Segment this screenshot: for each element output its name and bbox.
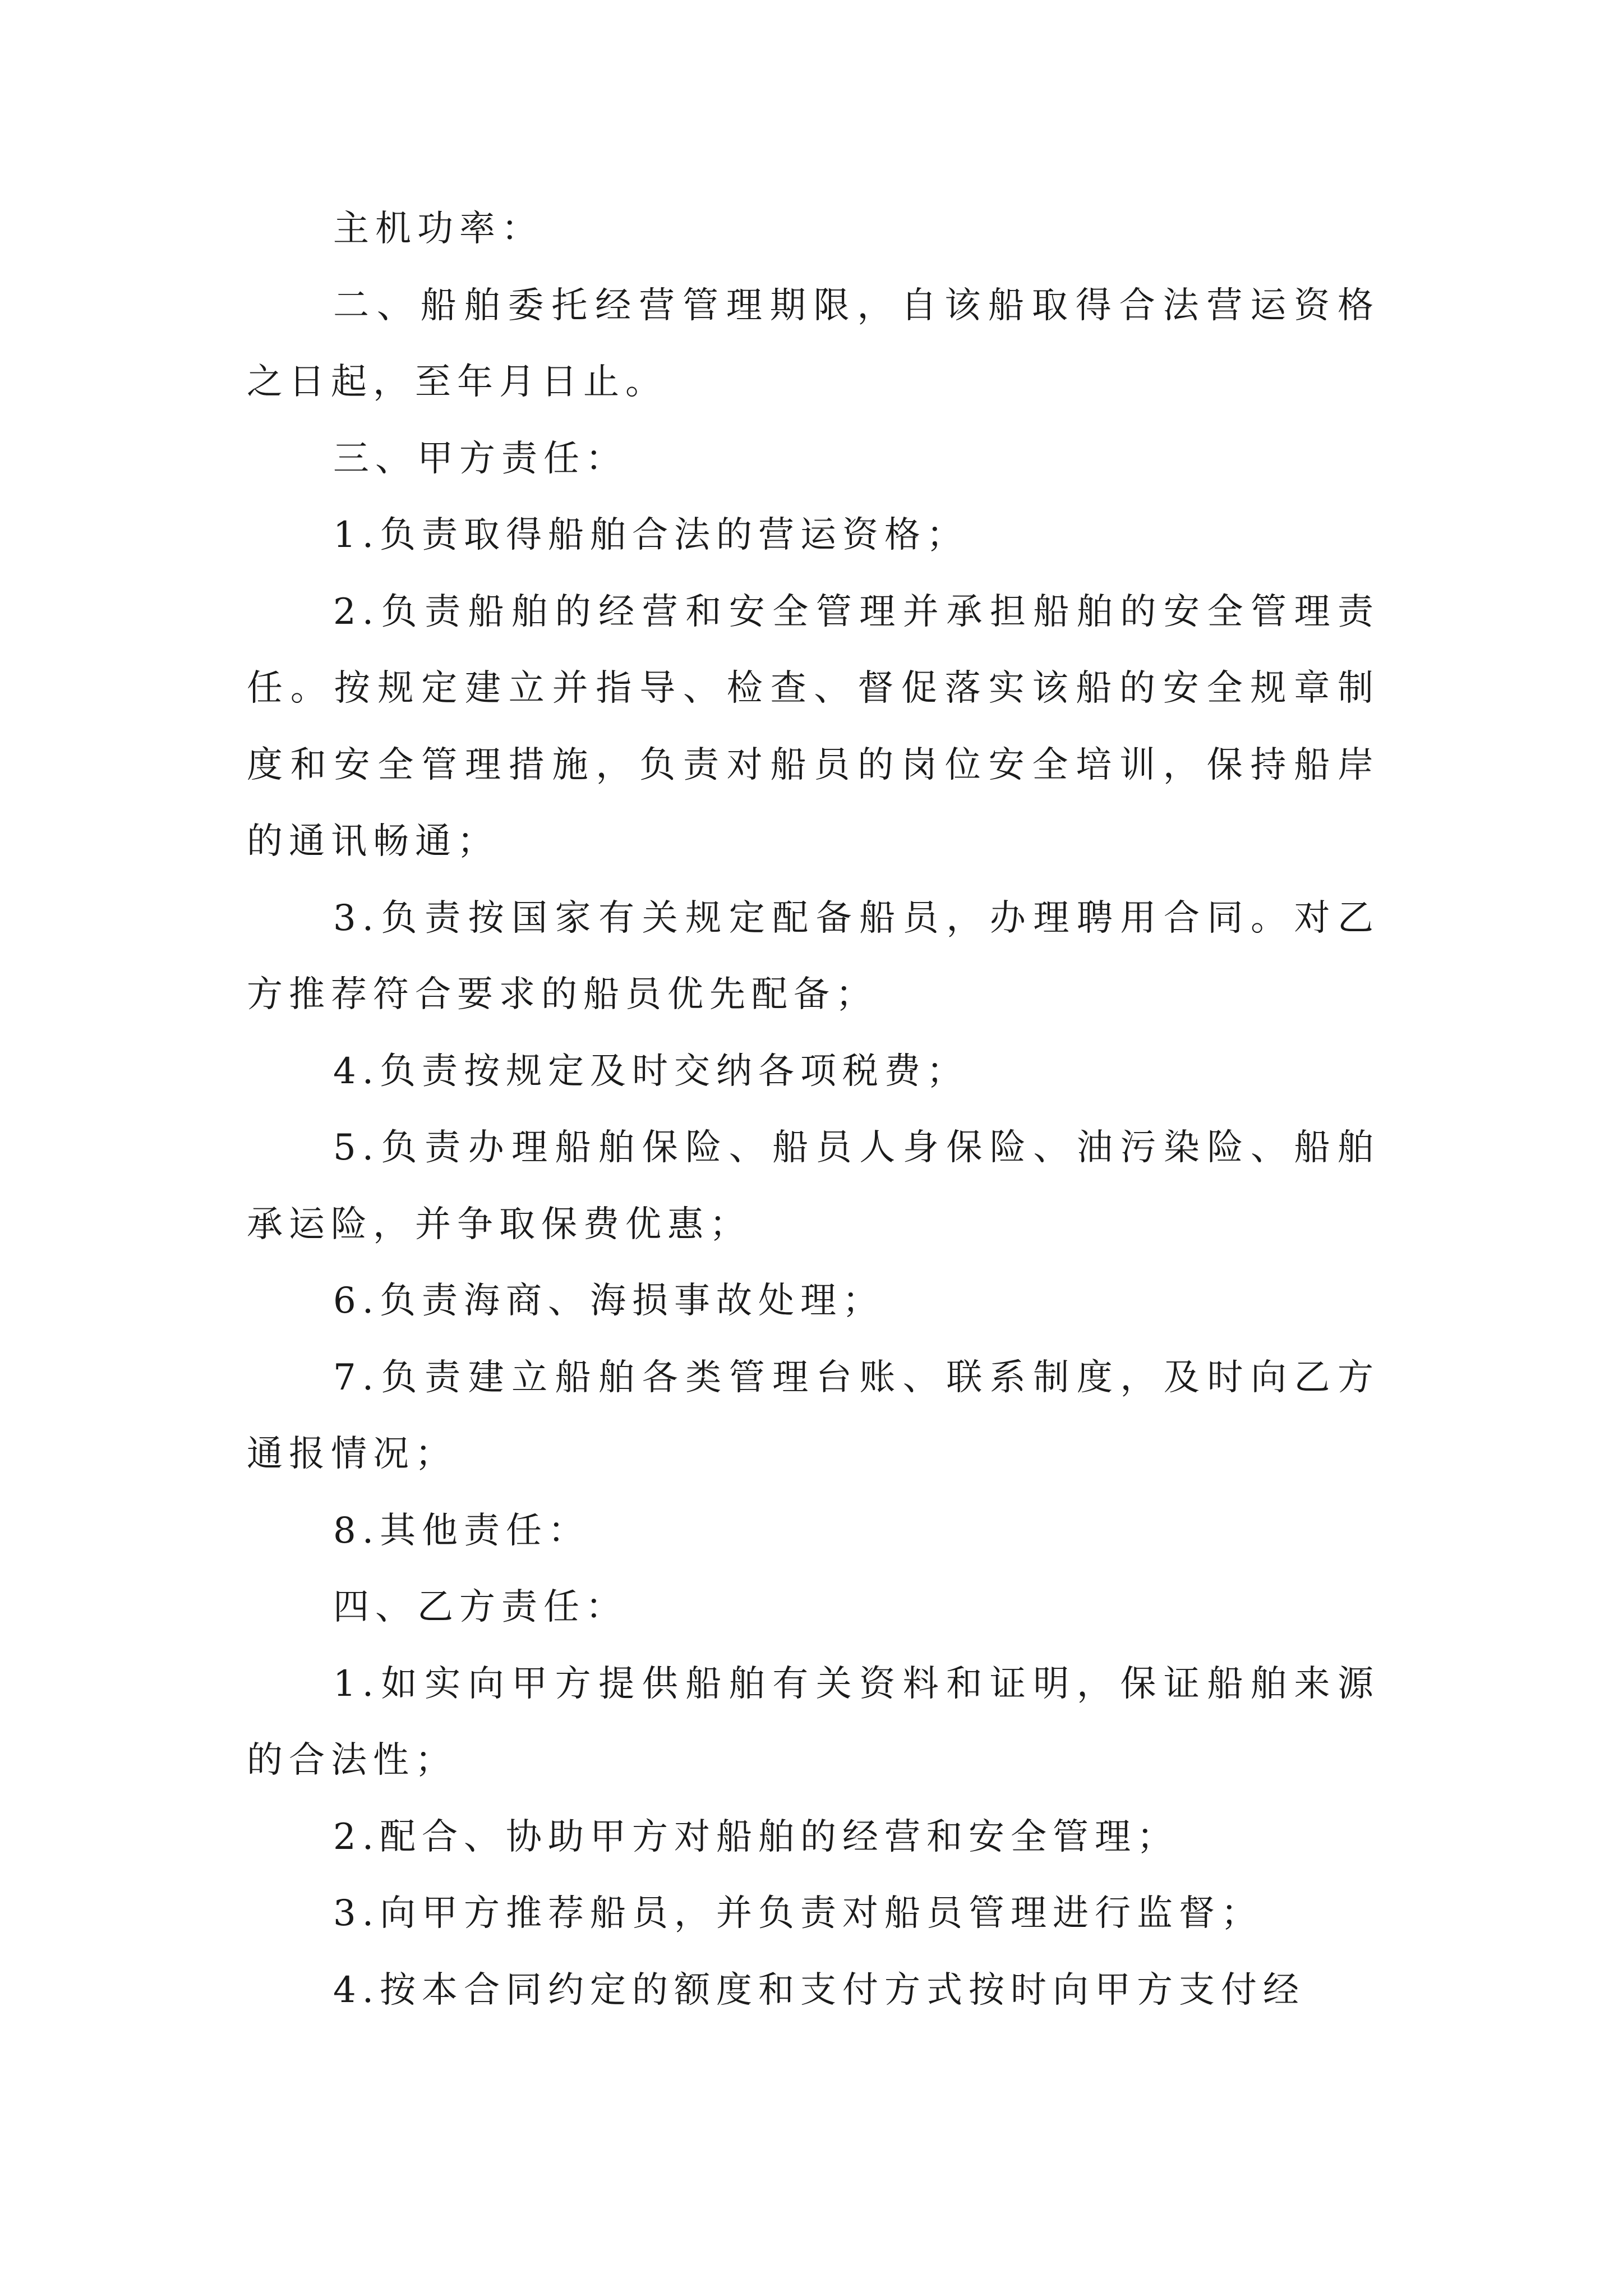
- paragraph-party-b-item-4: 4.按本合同约定的额度和支付方式按时向甲方支付经: [333, 1969, 1306, 2011]
- document-body: [247, 191, 1380, 2028]
- paragraph-party-b-item-3: 3.向甲方推荐船员，并负责对船员管理进行监督；: [333, 1893, 1264, 1934]
- paragraph-section-3-heading: 三、甲方责任：: [333, 438, 628, 480]
- paragraph-party-b-item-2: 2.配合、协助甲方对船舶的经营和安全管理；: [333, 1816, 1179, 1858]
- paragraph-party-a-item-7: 7.负责建立船舶各类管理台账、联系制度，及时向乙方通报情况；: [247, 1356, 1380, 1475]
- paragraph-party-a-item-2: 2.负责船舶的经营和安全管理并承担船舶的安全管理责任。按规定建立并指导、检查、督促落实该船的安全规章制度和安全管理措施，负责对船员的岗位安全培训，保持船岸的通讯畅通；: [247, 591, 1380, 862]
- paragraph-engine-power: 主机功率：: [333, 208, 543, 250]
- paragraph-section-2-term: 二、船舶委托经营管理期限，自该船取得合法营运资格之日起，至年月日止。: [247, 284, 1380, 403]
- paragraph-party-a-item-4: 4.负责按规定及时交纳各项税费；: [333, 1050, 969, 1092]
- paragraph-party-a-item-6: 6.负责海商、海损事故处理；: [333, 1280, 885, 1322]
- paragraph-section-4-heading: 四、乙方责任：: [333, 1586, 628, 1628]
- paragraph-party-b-item-1: 1.如实向甲方提供船舶有关资料和证明，保证船舶来源的合法性；: [247, 1663, 1380, 1781]
- paragraph-party-a-item-5: 5.负责办理船舶保险、船员人身保险、油污染险、船舶承运险，并争取保费优惠；: [247, 1127, 1380, 1245]
- paragraph-party-a-item-3: 3.负责按国家有关规定配备船员，办理聘用合同。对乙方推荐符合要求的船员优先配备；: [247, 897, 1380, 1015]
- paragraph-party-a-item-1: 1.负责取得船舶合法的营运资格；: [333, 514, 969, 556]
- paragraph-party-a-item-8: 8.其他责任：: [333, 1510, 591, 1552]
